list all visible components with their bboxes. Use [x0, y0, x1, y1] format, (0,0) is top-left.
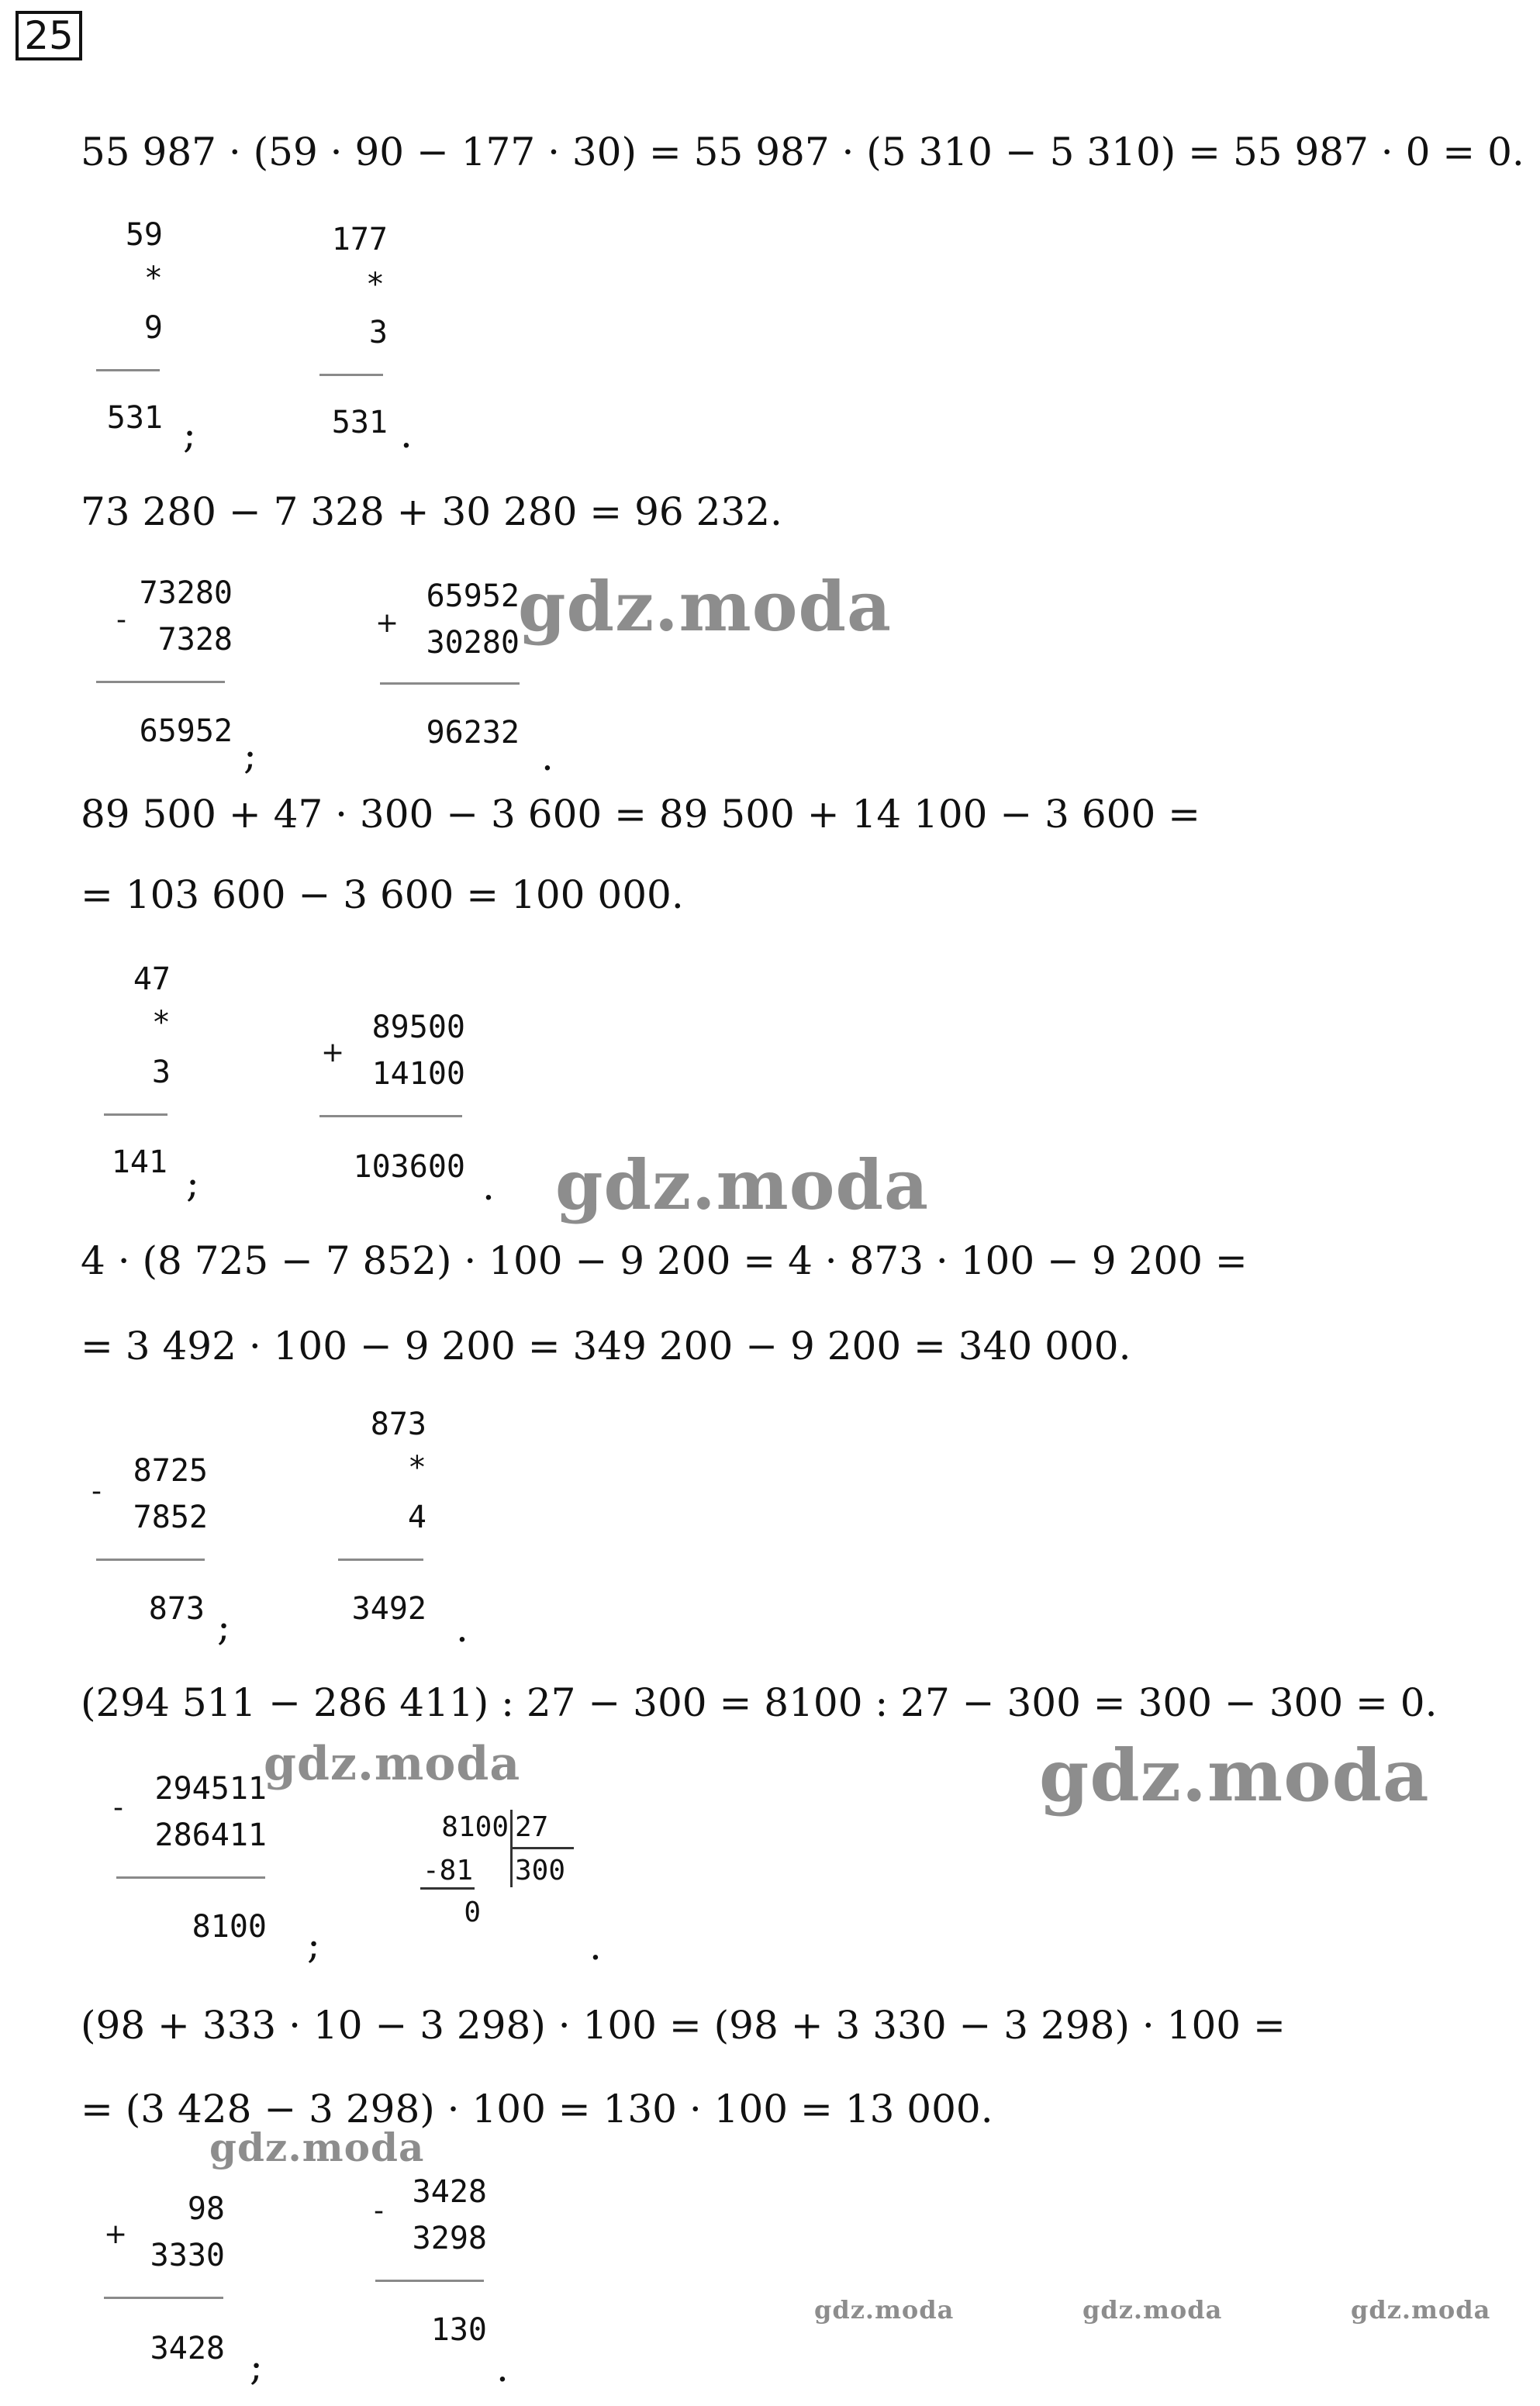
calc-2-rule	[319, 374, 383, 376]
separator-semicolon: ;	[243, 733, 257, 778]
equation-line-6: = 3 492 · 100 − 9 200 = 349 200 − 9 200 = 340 000.	[81, 1324, 1131, 1369]
equation-line-8: (98 + 333 · 10 − 3 298) · 100 = (98 + 3 330 − 3 298) · 100 =	[81, 2003, 1286, 2048]
calc-3-result: 65952	[139, 713, 233, 749]
separator-period: .	[482, 1164, 495, 1209]
division-subtract-rule	[420, 1887, 475, 1890]
calc-4-result: 96232	[426, 715, 520, 751]
calc-11-op: -	[374, 2195, 384, 2227]
calc-8-result: 3492	[351, 1591, 426, 1627]
calc-6-rule	[319, 1115, 462, 1117]
calc-11-bottom: 3298	[412, 2221, 487, 2256]
calc-3-rule	[96, 681, 225, 683]
separator-semicolon: ;	[217, 1604, 230, 1649]
division-divisor-rule	[512, 1847, 574, 1849]
separator-semicolon: ;	[186, 1161, 199, 1206]
calc-7-top: 8725	[133, 1453, 208, 1489]
calc-5-result: 141	[111, 1144, 167, 1180]
calc-9-bottom: 286411	[154, 1817, 267, 1853]
calc-8-bottom: 4	[407, 1500, 426, 1535]
calc-10-rule	[104, 2297, 223, 2299]
separator-period: .	[589, 1924, 602, 1969]
calc-8-rule	[338, 1559, 423, 1561]
watermark: gdz.moda	[1039, 1734, 1430, 1817]
task-number-box: 25	[16, 11, 82, 60]
division-remainder: 0	[464, 1897, 481, 1928]
division-quotient: 300	[515, 1855, 566, 1886]
watermark: gdz.moda	[1351, 2295, 1491, 2325]
calc-8-top: 873	[370, 1407, 426, 1442]
calc-4-rule	[380, 682, 520, 685]
calc-6-top: 89500	[371, 1010, 465, 1045]
watermark: gdz.moda	[555, 1144, 930, 1225]
watermark: gdz.moda	[1082, 2295, 1223, 2325]
calc-7-rule	[96, 1559, 205, 1561]
calc-3-op: -	[116, 604, 126, 636]
division-subtract: -81	[422, 1855, 473, 1886]
calc-3-bottom: 7328	[157, 622, 233, 658]
calc-4-top: 65952	[426, 578, 520, 614]
equation-line-7: (294 511 − 286 411) : 27 − 300 = 8100 : 27 − 300 = 300 − 300 = 0.	[81, 1680, 1438, 1725]
calc-8-op: *	[407, 1450, 426, 1486]
equation-line-4: = 103 600 − 3 600 = 100 000.	[81, 872, 684, 917]
calc-11-rule	[375, 2280, 484, 2282]
calc-9-rule	[116, 1876, 265, 1879]
calc-2-result: 531	[331, 405, 388, 440]
calc-7-result: 873	[148, 1591, 205, 1627]
calc-5-top: 47	[133, 961, 171, 997]
calc-10-op: +	[104, 2218, 128, 2250]
calc-9-op: -	[113, 1792, 123, 1824]
separator-semicolon: ;	[307, 1922, 320, 1967]
calc-6-result: 103600	[353, 1149, 465, 1185]
separator-period: .	[400, 412, 413, 457]
calc-1-rule	[96, 369, 160, 371]
calc-4-bottom: 30280	[426, 625, 520, 661]
calc-5-op: *	[151, 1005, 171, 1041]
calc-3-top: 73280	[139, 575, 233, 611]
separator-period: .	[496, 2346, 509, 2390]
calc-1-bottom: 9	[143, 310, 163, 346]
calc-9-top: 294511	[154, 1771, 267, 1807]
calc-5-bottom: 3	[151, 1055, 171, 1090]
division-dividend: 8100	[441, 1811, 509, 1843]
separator-semicolon: ;	[183, 412, 196, 457]
calc-9-result: 8100	[192, 1909, 267, 1945]
calc-4-op: +	[375, 607, 399, 639]
separator-semicolon: ;	[250, 2344, 263, 2389]
calc-11-top: 3428	[412, 2174, 487, 2210]
calc-1-top: 59	[125, 217, 163, 253]
watermark: gdz.moda	[814, 2295, 955, 2325]
calc-6-bottom: 14100	[371, 1056, 465, 1092]
calc-1-op: *	[143, 261, 163, 296]
equation-line-2: 73 280 − 7 328 + 30 280 = 96 232.	[81, 489, 782, 534]
equation-line-5: 4 · (8 725 − 7 852) · 100 − 9 200 = 4 · 873 · 100 − 9 200 =	[81, 1238, 1248, 1283]
watermark: gdz.moda	[209, 2125, 425, 2170]
calc-7-op: -	[92, 1476, 102, 1507]
calc-5-rule	[104, 1113, 167, 1116]
calc-10-bottom: 3330	[150, 2238, 225, 2273]
calc-10-top: 98	[187, 2191, 225, 2227]
division-divisor: 27	[515, 1811, 549, 1843]
watermark: gdz.moda	[518, 566, 893, 647]
equation-line-1: 55 987 · (59 · 90 − 177 · 30) = 55 987 · (5 310 − 5 310) = 55 987 · 0 = 0.	[81, 129, 1524, 174]
calc-6-op: +	[321, 1037, 345, 1068]
calc-7-bottom: 7852	[133, 1500, 208, 1535]
separator-period: .	[456, 1606, 468, 1651]
equation-line-9: = (3 428 − 3 298) · 100 = 130 · 100 = 13 000.	[81, 2087, 993, 2132]
calc-2-op: *	[365, 267, 385, 302]
calc-11-result: 130	[430, 2312, 487, 2348]
equation-line-3: 89 500 + 47 · 300 − 3 600 = 89 500 + 14 100 − 3 600 =	[81, 792, 1201, 837]
watermark: gdz.moda	[264, 1737, 521, 1791]
calc-1-result: 531	[106, 400, 163, 436]
calc-2-top: 177	[331, 222, 388, 257]
separator-period: .	[541, 734, 554, 779]
calc-10-result: 3428	[150, 2331, 225, 2366]
calc-2-bottom: 3	[368, 315, 388, 350]
